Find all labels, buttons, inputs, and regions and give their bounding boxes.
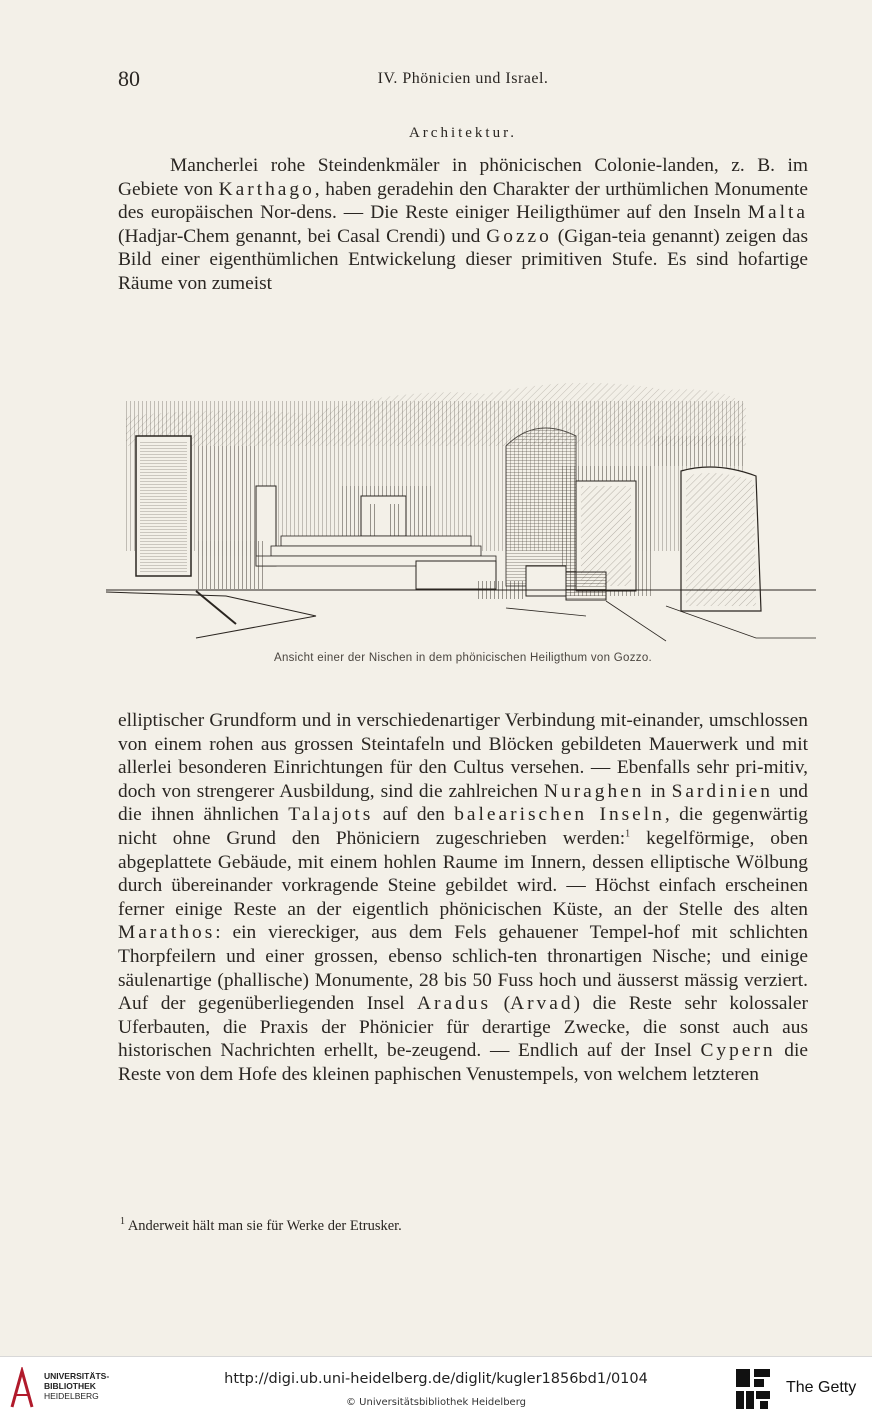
getty-logo-icon[interactable]: [734, 1367, 774, 1411]
page-number: 80: [118, 66, 140, 91]
viewer-footer: [0, 1356, 872, 1421]
footnote-marker: 1: [120, 1216, 125, 1228]
footnote-reference[interactable]: 1: [625, 828, 631, 840]
section-title: Architektur.: [408, 125, 518, 141]
library-name: UNIVERSITÄTS- BIBLIOTHEK HEIDELBERG: [44, 1371, 110, 1401]
copyright-notice: © Universitätsbibliothek Heidelberg: [345, 1397, 526, 1408]
paragraph-1: Mancherlei rohe Steindenkmäler in phönicischen Colonie-landen, z. B. im Gebiete von Karthago, haben geradehin den Charakter der urthümlichen Monumente des europäischen Nor-dens. — Die Reste einiger Heiligthümer auf den Inseln Malta (Hadjar-Chem genannt, bei Casal Crendi) und Gozzo (Gigan-teia genannt) zeigen das Bild einer eigenthümlichen Entwickelung dieser primitiven Stufe. Es sind hofartige Räume von zumeist: [118, 155, 809, 294]
spaced-name-malta: Malta: [747, 202, 808, 224]
figure-caption: Ansicht einer der Nischen in dem phönicischen Heiligthum von Gozzo.: [273, 652, 653, 664]
running-title: IV. Phönicien und Israel.: [377, 70, 549, 87]
spaced-name-cypern: Cypern: [700, 1040, 776, 1062]
footnote-text: Anderweit hält man sie für Werke der Etrusker.: [125, 1218, 402, 1234]
spaced-name-arvad: Arvad: [510, 993, 574, 1015]
running-header: [118, 66, 808, 96]
spaced-name-marathos: Marathos: [118, 922, 216, 944]
spaced-name-aradus: Aradus: [417, 993, 492, 1015]
spaced-name-gozzo: Gozzo: [486, 225, 552, 247]
spaced-name-sardinien: Sardinien: [671, 780, 773, 802]
page-url-link[interactable]: http://digi.ub.uni-heidelberg.de/diglit/kugler1856bd1/0104: [224, 1371, 648, 1387]
paragraph-2: elliptischer Grundform und in verschiedenartiger Verbindung mit-einander, umschlossen von einem rohen aus grossen Steintafeln und Blöcken gebildeten Mauerwerk und mit allerlei besonderen Einrichtungen für den Cultus versehen. — Ebenfalls sehr pri-mitiv, doch von strengerer Ausbildung, sind die zahlreichen Nuraghen in Sardinien und die ihnen ähnlichen Talajots auf den balearischen Inseln, die gegenwärtig nicht ohne Grund den Phöniciern zugeschrieben werden:$^1$ kegelförmige, oben abgeplattete Gebäude, mit einem hohlen Raume im Innern, dessen elliptische Wölbung durch übereinander vorkragende Steine gebildet wird. — Höchst einfach erscheinen ferner einige Reste an der eigentlich phönicischen Küste, an der Stelle des alten Marathos: ein viereckiger, aus dem Fels gehauener Tempel-hof mit schlichten Thorpfeilern und einer grossen, ebenso schlich-ten thronartigen Nische; und einige säulenartige (phallische) Monumente, 28 bis 50 Fuss hoch und äusserst mässig verziert. Auf der gegenüberliegenden Insel Aradus (Arvad) die Reste sehr kolossaler Uferbauten, die Praxis der Phönicier für derartige Zwecke, die sonst auch aus historischen Nachrichten erhellt, be-zeugend. — Endlich auf der Insel Cypern die Reste von dem Hofe des kleinen paphischen Venustempels, von welchem letzteren: [118, 710, 809, 1085]
footnote: [120, 1218, 810, 1235]
engraving-gozzo-niche: [106, 376, 816, 646]
spaced-name-nuraghen: Nuraghen: [544, 780, 645, 802]
partner-name: The Getty: [786, 1379, 857, 1396]
engraving-illustration: [106, 376, 816, 646]
spaced-name-balearischen: balearischen Inseln: [454, 804, 665, 826]
spaced-name-karthago: Karthago: [218, 178, 315, 200]
spaced-name-talajots: Talajots: [288, 804, 374, 826]
